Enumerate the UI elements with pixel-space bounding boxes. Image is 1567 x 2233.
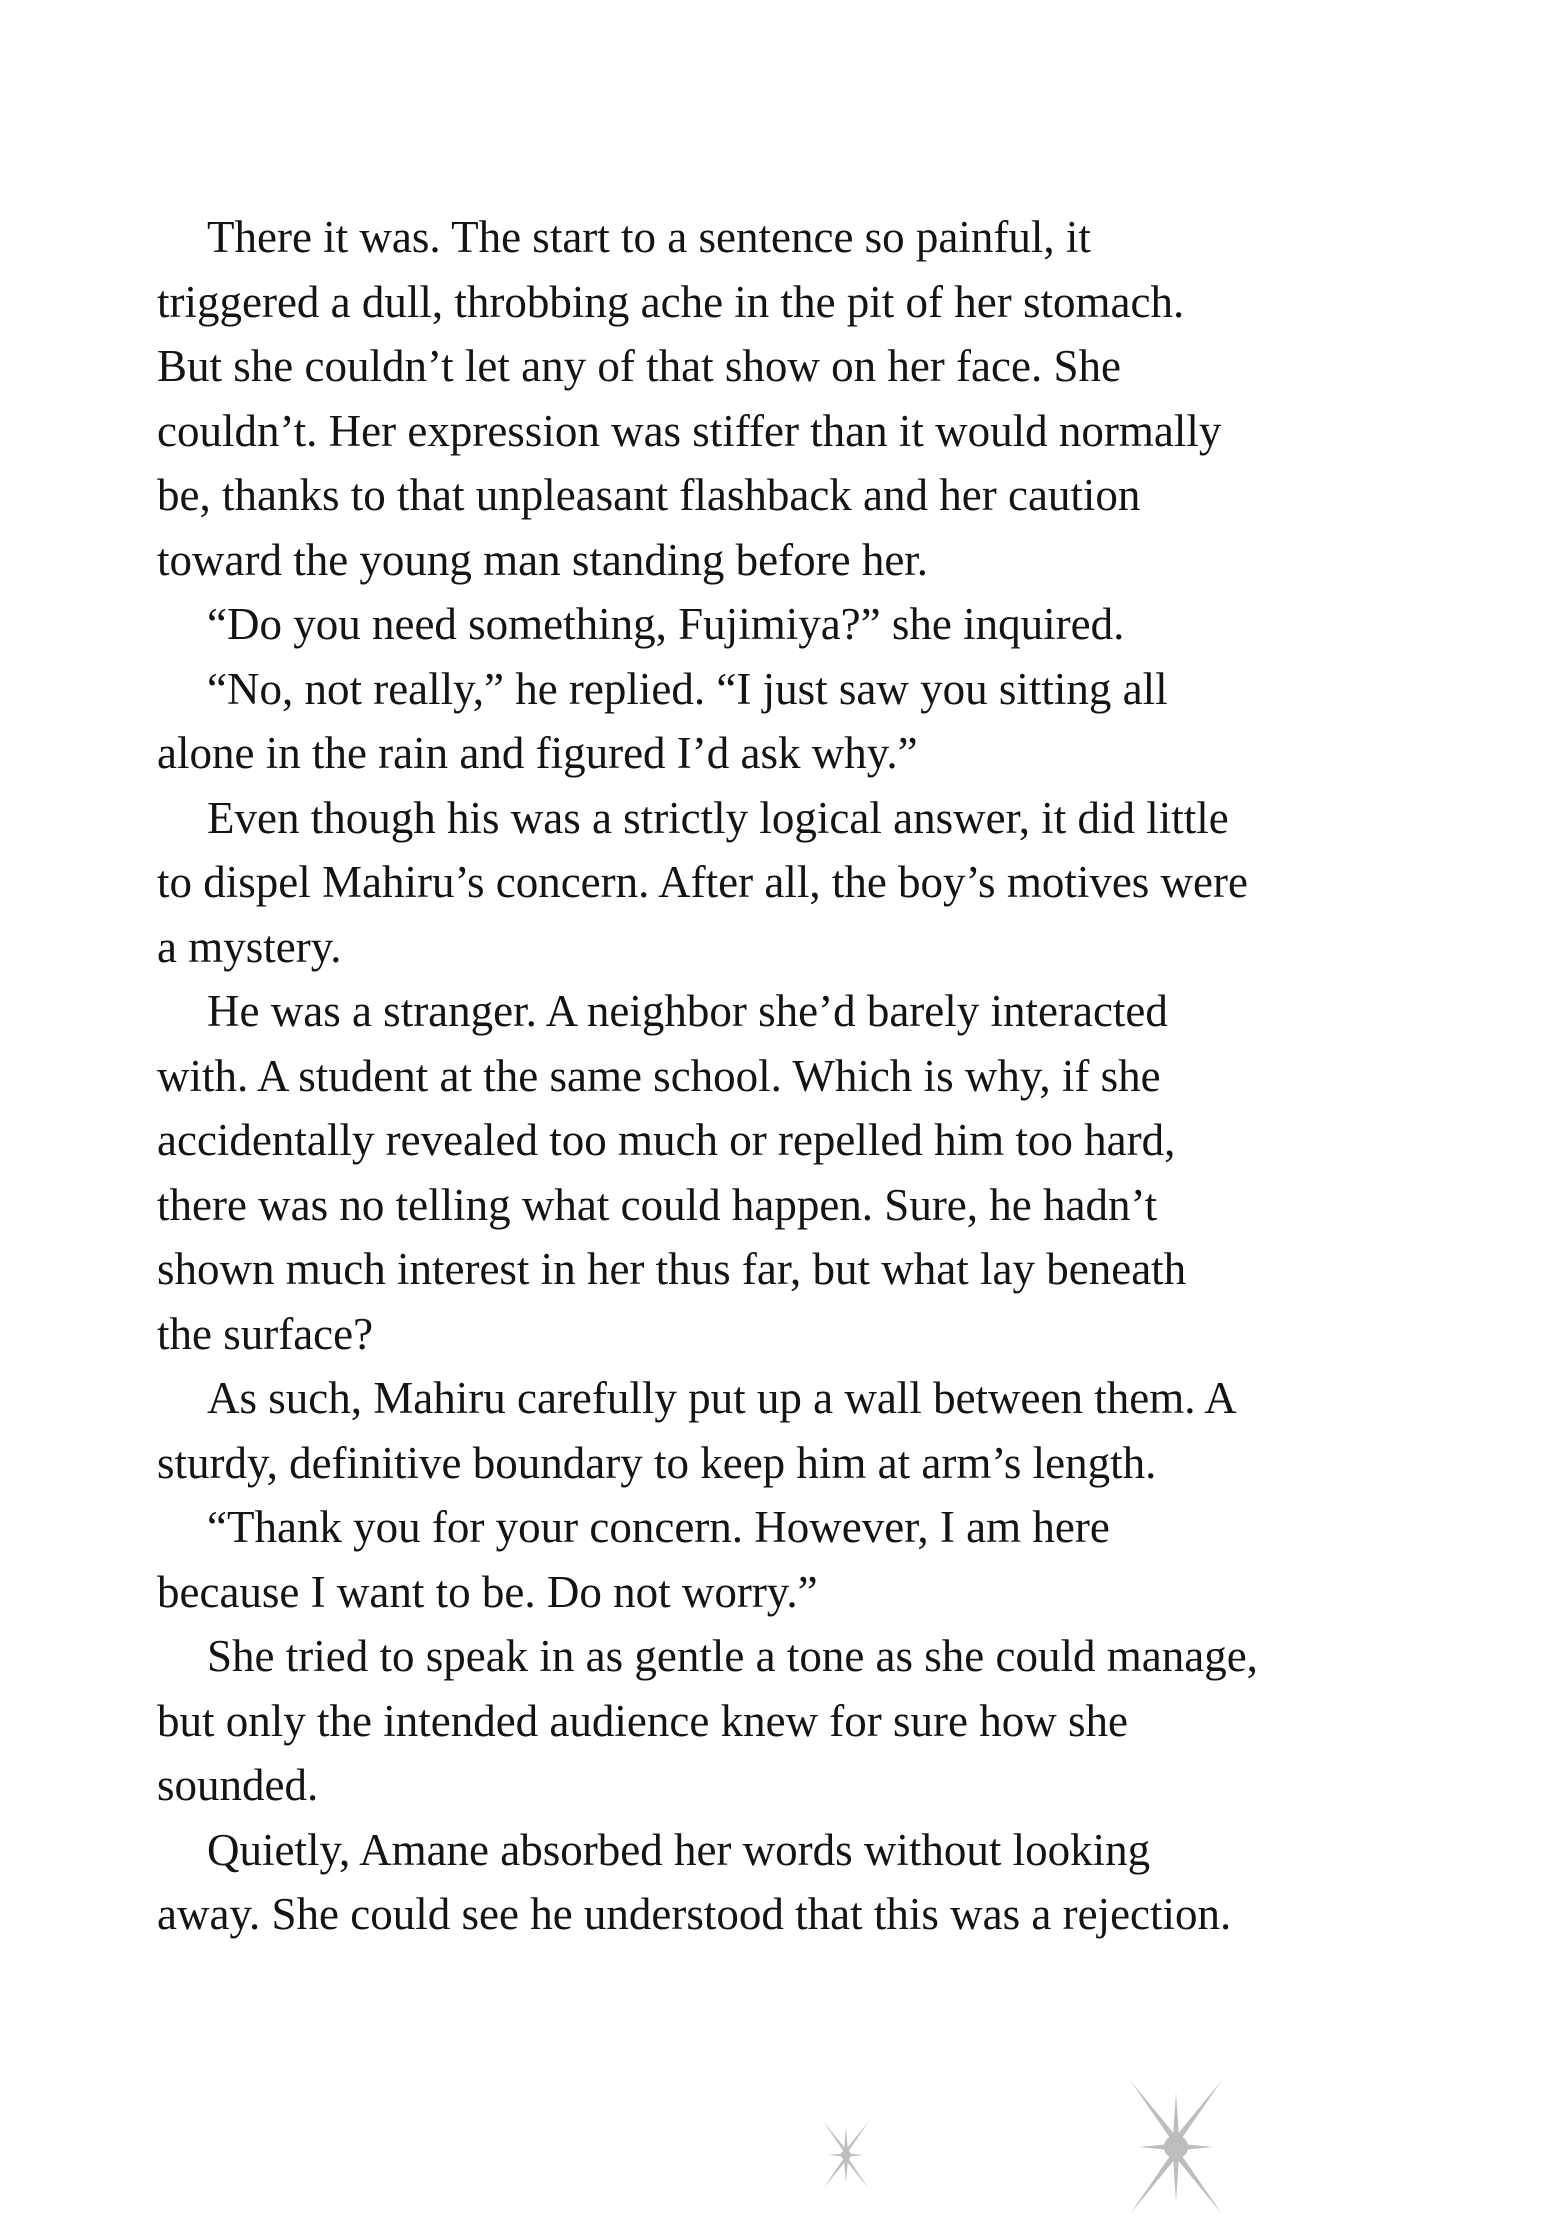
text-line: the surface? <box>157 1308 374 1359</box>
text-line: But she couldn’t let any of that show on her face. She <box>157 341 1121 391</box>
text-line: to dispel Mahiru’s concern. After all, the boy’s motives were <box>157 857 1248 907</box>
text-line: accidentally revealed too much or repelled him too hard, <box>157 1115 1176 1165</box>
text-line: sounded. <box>157 1760 319 1810</box>
text-line: “Thank you for your concern. However, I am here <box>207 1502 1110 1552</box>
large-sparkle-icon <box>1121 2070 1231 2225</box>
text-line: Quietly, Amane absorbed her words without looking <box>207 1824 1151 1875</box>
text-line: a mystery. <box>157 921 342 972</box>
text-line: sturdy, definitive boundary to keep him at arm’s length. <box>157 1437 1157 1488</box>
small-sparkle-icon <box>816 2115 876 2195</box>
text-line: there was no telling what could happen. Sure, he hadn’t <box>157 1179 1158 1230</box>
text-line: shown much interest in her thus far, but what lay beneath <box>157 1244 1187 1294</box>
text-line: toward the young man standing before her. <box>157 534 929 585</box>
text-line: She tried to speak in as gentle a tone as she could manage, <box>207 1631 1258 1681</box>
text-line: couldn’t. Her expression was stiffer than it would normally <box>157 405 1222 456</box>
text-line: “No, not really,” he replied. “I just saw you sitting all <box>207 663 1168 714</box>
text-line: triggered a dull, throbbing ache in the pit of her stomach. <box>157 276 1185 327</box>
text-line: He was a stranger. A neighbor she’d barely interacted <box>207 986 1168 1036</box>
text-line: away. She could see he understood that this was a rejection. <box>157 1889 1232 1939</box>
body-text <box>157 205 1417 1947</box>
text-line: Even though his was a strictly logical answer, it did little <box>207 792 1229 843</box>
text-line: because I want to be. Do not worry.” <box>157 1566 818 1617</box>
text-line: “Do you need something, Fujimiya?” she inquired. <box>207 599 1125 649</box>
text-line: be, thanks to that unpleasant flashback and her caution <box>157 470 1141 520</box>
text-line: with. A student at the same school. Which is why, if she <box>157 1050 1161 1101</box>
text-line: but only the intended audience knew for sure how she <box>157 1695 1128 1746</box>
text-line: alone in the rain and figured I’d ask why.” <box>157 728 918 778</box>
text-line: As such, Mahiru carefully put up a wall between them. A <box>207 1373 1237 1423</box>
text-line: There it was. The start to a sentence so painful, it <box>207 212 1091 262</box>
